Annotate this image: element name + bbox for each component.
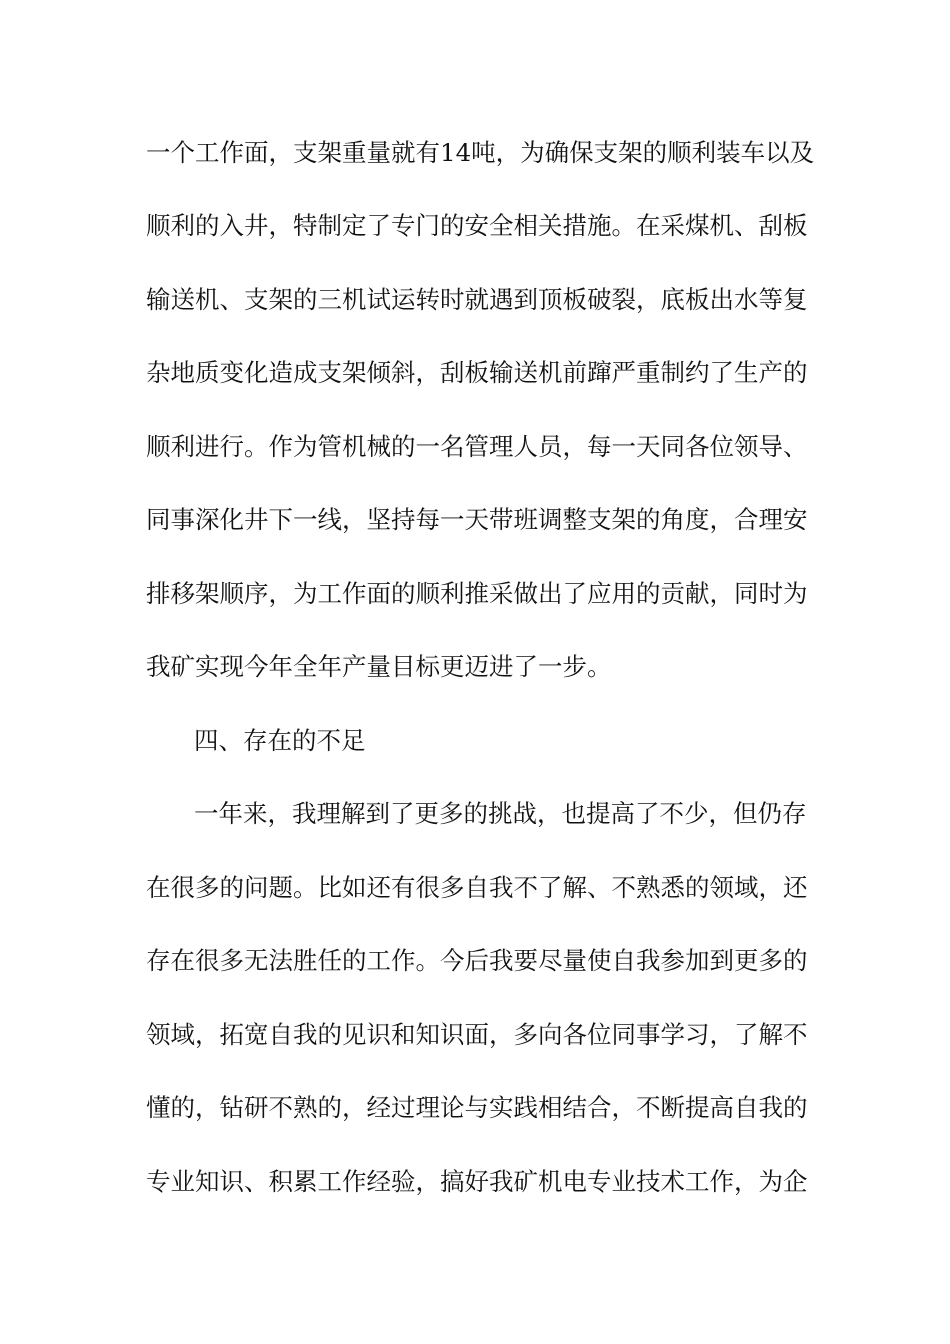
paragraph-2-line-1: 一年来，我理解到了更多的挑战，也提高了不少，但仍存 — [194, 799, 807, 828]
paragraph-2-line-6: 专业知识、积累工作经验，搞好我矿机电专业技术工作，为企 — [146, 1167, 808, 1196]
paragraph-2-line-5: 懂的，钻研不熟的，经过理论与实践相结合，不断提高自我的 — [146, 1093, 808, 1122]
section-heading: 四、存在的不足 — [194, 726, 366, 755]
paragraph-1-line-3: 输送机、支架的三机试运转时就遇到顶板破裂，底板出水等复 — [146, 285, 808, 314]
paragraph-1-line-8: 我矿实现今年全年产量目标更迈进了一步。 — [146, 652, 612, 681]
paragraph-1-line-2: 顺利的入井，特制定了专门的安全相关措施。在采煤机、刮板 — [146, 211, 808, 240]
paragraph-2-line-4: 领域，拓宽自我的见识和知识面，多向各位同事学习，了解不 — [146, 1020, 808, 1049]
paragraph-2-line-2: 在很多的问题。比如还有很多自我不了解、不熟悉的领域，还 — [146, 873, 808, 902]
paragraph-2-line-3: 存在很多无法胜任的工作。今后我要尽量使自我参加到更多的 — [146, 946, 808, 975]
paragraph-1-line-7: 排移架顺序，为工作面的顺利推采做出了应用的贡献，同时为 — [146, 579, 808, 608]
paragraph-1-line-4: 杂地质变化造成支架倾斜，刮板输送机前蹿严重制约了生产的 — [146, 358, 808, 387]
paragraph-1-line-6: 同事深化井下一线，坚持每一天带班调整支架的角度，合理安 — [146, 505, 808, 534]
paragraph-1-line-5: 顺利进行。作为管机械的一名管理人员，每一天同各位领导、 — [146, 432, 808, 461]
paragraph-1-line-1: 一个工作面，支架重量就有14吨，为确保支架的顺利装车以及 — [146, 138, 815, 167]
